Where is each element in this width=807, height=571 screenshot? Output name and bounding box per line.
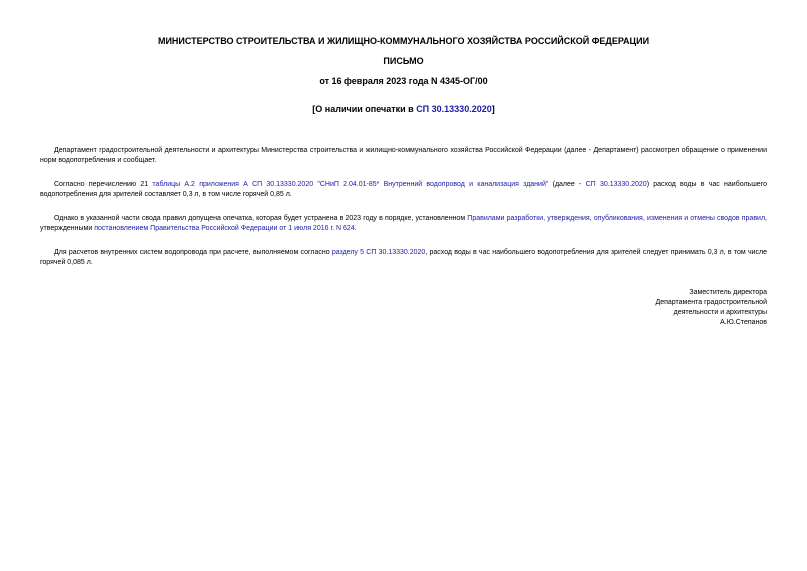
subject-link-sp[interactable]: СП 30.13330.2020 (416, 104, 492, 114)
paragraph-1 (40, 146, 767, 166)
paragraph-1-text: Департамент градостроительной деятельности и архитектуры Министерства строительства и жилищно-коммунального хозяйства Российской Федерации (далее - Департамент) рассмотрел обращение о применении норм водопотребления и сообщает. (40, 147, 767, 164)
signature-block (655, 288, 767, 328)
ministry-title: МИНИСТЕРСТВО СТРОИТЕЛЬСТВА И ЖИЛИЩНО-КОММУНАЛЬНОГО ХОЗЯЙСТВА РОССИЙСКОЙ ФЕДЕРАЦИИ (157, 36, 650, 46)
signature-name: А.Ю.Степанов (720, 319, 767, 326)
paragraph-4-text-a: Для расчетов внутренних систем водопровода при расчете, выполняемом согласно (54, 249, 332, 256)
paragraph-4 (40, 248, 767, 268)
signature-department-cont: деятельности и архитектуры (673, 309, 767, 316)
link-sp-30[interactable]: СП 30.13330.2020 (585, 181, 647, 188)
document-subject (0, 104, 807, 115)
paragraph-3-text-b: , утвержденными (40, 215, 767, 232)
subject-suffix: ] (491, 104, 495, 114)
paragraph-2-text-d: ) расход воды в час наибольшего водопотребления для зрителей составляет 0,3 л, в том числе горячей 0,85 л. (40, 181, 767, 198)
paragraph-2 (40, 180, 767, 200)
document-type: ПИСЬМО (383, 56, 424, 66)
paragraph-3 (40, 214, 767, 234)
paragraph-2-text-a: Согласно перечислению 21 (54, 181, 153, 188)
signature-position: Заместитель директора (689, 289, 767, 296)
paragraph-4-text-b: , расход воды в час наибольшего водопотребления для зрителей следует принимать 0,3 л, в том числе горячей 0,085 л. (40, 249, 767, 266)
paragraph-2-text-c: (далее - (548, 181, 586, 188)
paragraph-3-text-a: Однако в указанной части свода правил допущена опечатка, которая будет устранена в 2023 году в порядке, установленном (54, 215, 468, 222)
link-section-5[interactable]: разделу 5 СП 30.13330.2020 (331, 249, 426, 256)
subject-prefix: [О наличии опечатки в (312, 104, 417, 114)
link-government-decree[interactable]: постановлением Правительства Российской Федерации от 1 июля 2016 г. N 624 (94, 225, 355, 232)
signature-department: Департамента градостроительной (655, 299, 767, 306)
link-appendix-a[interactable]: приложения А СП 30.13330.2020 "СНиП 2.04.01-85* Внутренний водопровод и канализация зданий" (199, 181, 549, 188)
link-table-a2[interactable]: таблицы А.2 (152, 181, 195, 188)
letter-body (40, 146, 767, 282)
document-date: от 16 февраля 2023 года N 4345-ОГ/00 (319, 76, 488, 86)
paragraph-3-text-c: . (354, 225, 357, 232)
link-rules[interactable]: Правилами разработки, утверждения, опубликования, изменения и отмены сводов правил (467, 215, 766, 222)
